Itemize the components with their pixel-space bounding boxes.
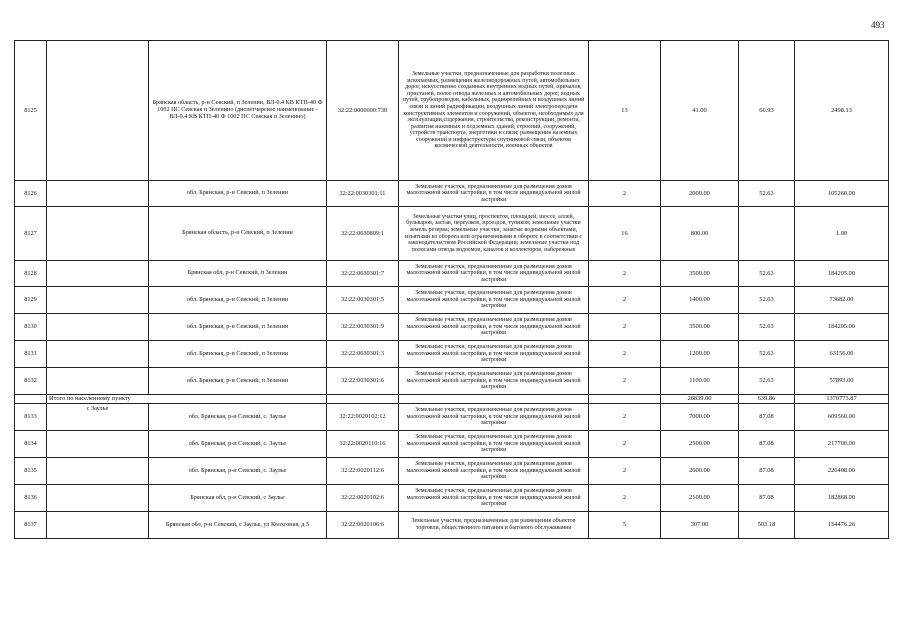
table-row [15,341,889,368]
settlement-name [47,41,149,181]
specific-value: 87.08 [739,404,795,431]
table-row [15,404,889,431]
cadastral-value: 184205.00 [795,261,889,287]
use-group: 16 [589,207,661,261]
location-address: обл. Брянская, р-н Севский, п Зеленин [149,181,327,207]
use-group: 2 [589,261,661,287]
cadastral-value: 182868.00 [795,485,889,512]
table-row [15,287,889,314]
use-group: 2 [589,341,661,368]
table-row [15,261,889,287]
settlement-name [47,261,149,287]
cadastral-number: 32:22:0030809:1 [327,207,399,261]
settlement-total-row [15,395,889,404]
area-value: 1400.00 [661,287,739,314]
area-value: 2000.00 [661,181,739,207]
cadastral-value: 226408.00 [795,458,889,485]
settlement-name [47,512,149,539]
use-group: 2 [589,287,661,314]
total-value: 1370773.87 [795,395,889,404]
area-value: 41.00 [661,41,739,181]
cadastral-number: 32:22:0030301:9 [327,314,399,341]
land-use-purpose: Земельные участки, предназначенные для размещения объектов торговли, общественного питания и бытового обслуживания [399,512,589,539]
settlement-name [47,207,149,261]
cadastral-number: 32:22:0030301:5 [327,287,399,314]
cadastral-value: 154476.26 [795,512,889,539]
settlement-name [47,431,149,458]
row-number: 8125 [15,41,47,181]
settlement-name [47,314,149,341]
cadastral-value: 184205.00 [795,314,889,341]
location-address: Брянская обл, р-н Севский, с Заулье, ул Колхозная, д 5 [149,512,327,539]
specific-value: 52.63 [739,368,795,395]
row-number: 8128 [15,261,47,287]
location-address: Брянская область, р-н Севский, п Зеленин [149,207,327,261]
land-use-purpose: Земельные участки, предназначенные для размещения домов малоэтажной жилой застройки, в том числе индивидуальной жилой застройки [399,404,589,431]
land-use-purpose: Земельные участки, предназначенные для разработки полезных ископаемых, размещения железнодорожных путей, автомобильных дорог, искусственно созданных внутренних водных путей, причалов, пристаней, полос отвода железных и автомобильных дорог, водных путей, трубопроводов, кабельных, радиорелейных и воздушных линий связи и линий радиофикации, воздушных линий электропередачи конструктивных элементов и сооружений, объектов, необходимых для эксплуатации,содержания, строительства, реконструкции, ремонта, развития наземных и подземных зданий, строений, сооружений, устройств транспорта, энергетики и связи; размещения наземных сооружений и инфраструктуры спутниковой связи, объектов космической деятельности, военных объектов [399,41,589,181]
specific-value: 52.63 [739,314,795,341]
specific-value: 503.18 [739,512,795,539]
row-number: 8129 [15,287,47,314]
table-row [15,485,889,512]
cadastral-number: 32:22:0020102:6 [327,485,399,512]
row-number: 8126 [15,181,47,207]
area-value: 2500.00 [661,431,739,458]
row-number: 8132 [15,368,47,395]
land-use-purpose: Земельные участки улиц, проспектов, площадей, шоссе, аллей, бульваров, застав, переулков, проездов, тупиков; земельные участки земель резерва; земельные участки, занятые водными объектами, изъятыми из оборота или ограниченными в обороте в соответствии с законодательством Российской Федерации; земельные участки под полосами отвода водоемов, каналов и коллекторов, набережные [399,207,589,261]
specific-value: 87.08 [739,458,795,485]
cadastral-value: 63156.00 [795,341,889,368]
land-use-purpose: Земельные участки, предназначенные для размещения домов малоэтажной жилой застройки, в том числе индивидуальной жилой застройки [399,485,589,512]
cadastral-value: 609560.00 [795,404,889,431]
cadastral-value: 217700.00 [795,431,889,458]
use-group: 2 [589,485,661,512]
use-group: 5 [589,512,661,539]
row-number [15,395,47,404]
settlement-name [47,458,149,485]
table-row [15,368,889,395]
location-address: обл. Брянская, р-н Севский, п Зеленин [149,287,327,314]
row-number: 8127 [15,207,47,261]
area-value: 3500.00 [661,314,739,341]
location-address: обл. Брянская, р-н Севский, п Зеленин [149,341,327,368]
location-address: обл. Брянская, р-н Севский, с. Заулье [149,431,327,458]
cadastral-number: 32:22:0030301:6 [327,368,399,395]
specific-value: 87.08 [739,431,795,458]
table-row [15,181,889,207]
specific-value [739,207,795,261]
land-use-purpose: Земельные участки, предназначенные для размещения домов малоэтажной жилой застройки, в том числе индивидуальной жилой застройки [399,341,589,368]
cadastral-number: 32:22:0000000:730 [327,41,399,181]
area-value: 7000.00 [661,404,739,431]
location-address: обл. Брянская, р-н Севский, п Зеленин [149,314,327,341]
settlement-name [47,341,149,368]
area-value: 800.00 [661,207,739,261]
row-number: 8135 [15,458,47,485]
cadastral-number: 32:22:0020110:16 [327,431,399,458]
use-group: 2 [589,368,661,395]
empty-cell [327,395,399,404]
use-group: 2 [589,404,661,431]
cadastral-number: 32:22:0030301:3 [327,341,399,368]
table-row [15,207,889,261]
settlement-name [47,485,149,512]
specific-value: 52.63 [739,341,795,368]
total-rate: 639.86 [739,395,795,404]
area-value: 2100.00 [661,485,739,512]
land-use-purpose: Земельные участки, предназначенные для размещения домов малоэтажной жилой застройки, в том числе индивидуальной жилой застройки [399,261,589,287]
use-group: 13 [589,41,661,181]
row-number: 8136 [15,485,47,512]
settlement-name: с Заулье [47,404,149,431]
specific-value: 52.63 [739,287,795,314]
page-number: 493 [871,20,885,30]
area-value: 2600.00 [661,458,739,485]
cadastral-number: 32:22:0020112:6 [327,458,399,485]
specific-value: 87.08 [739,485,795,512]
row-number: 8137 [15,512,47,539]
row-number: 8131 [15,341,47,368]
settlement-name [47,181,149,207]
settlement-name [47,368,149,395]
cadastral-value: 57893.00 [795,368,889,395]
location-address: обл. Брянская, р-н Севский, п Зеленин [149,368,327,395]
row-number: 8134 [15,431,47,458]
cadastral-value: 2498.13 [795,41,889,181]
area-value: 1200.00 [661,341,739,368]
land-use-purpose: Земельные участки, предназначенные для размещения домов малоэтажной жилой застройки, в том числе индивидуальной жилой застройки [399,181,589,207]
total-area: 26839.00 [661,395,739,404]
use-group: 2 [589,458,661,485]
use-group: 2 [589,431,661,458]
table-row [15,512,889,539]
location-address: обл. Брянская, р-н Севский, с. Заулье [149,458,327,485]
table-row [15,458,889,485]
table-row [15,314,889,341]
land-use-purpose: Земельные участки, предназначенные для размещения домов малоэтажной жилой застройки, в том числе индивидуальной жилой застройки [399,368,589,395]
table-row [15,41,889,181]
table-row [15,431,889,458]
area-value: 1100.00 [661,368,739,395]
total-label: Итого по населенному пункту [47,395,327,404]
location-address: обл. Брянская, р-н Севский, с. Заулье [149,404,327,431]
cadastral-value: 73682.00 [795,287,889,314]
cadastral-value: 1.00 [795,207,889,261]
specific-value: 60.93 [739,41,795,181]
land-use-purpose: Земельные участки, предназначенные для размещения домов малоэтажной жилой застройки, в том числе индивидуальной жилой застройки [399,314,589,341]
location-address: Брянская область, р-н Севский, п Зеленин, ВЛ-0.4 КВ КТП-40 Ф 1002 ПС Севская п Зеленино (диспетчерское наименование - ВЛ-0.4 КВ КТП-40 Ф 1002 ПС Севская п Зеленино) [149,41,327,181]
cadastral-value: 105260.00 [795,181,889,207]
settlement-name [47,287,149,314]
cadastral-number: 32:22:0030301:11 [327,181,399,207]
row-number: 8130 [15,314,47,341]
empty-cell [589,395,661,404]
specific-value: 52.63 [739,181,795,207]
area-value: 3500.00 [661,261,739,287]
cadastral-number: 32:22:0020106:6 [327,512,399,539]
empty-cell [399,395,589,404]
cadastral-number: 32:22:0030301:7 [327,261,399,287]
use-group: 2 [589,181,661,207]
land-use-purpose: Земельные участки, предназначенные для размещения домов малоэтажной жилой застройки, в том числе индивидуальной жилой застройки [399,287,589,314]
cadastral-number: 32:22:0020102:12 [327,404,399,431]
land-use-purpose: Земельные участки, предназначенные для размещения домов малоэтажной жилой застройки, в том числе индивидуальной жилой застройки [399,458,589,485]
row-number: 8133 [15,404,47,431]
area-value: 307.00 [661,512,739,539]
specific-value: 52.63 [739,261,795,287]
location-address: Брянская обл, р-н Севский, п Зеленин [149,261,327,287]
cadastral-value-table [14,40,889,539]
location-address: Брянская обл, р-н Севский, с Заулье [149,485,327,512]
land-use-purpose: Земельные участки, предназначенные для размещения домов малоэтажной жилой застройки, в том числе индивидуальной жилой застройки [399,431,589,458]
use-group: 2 [589,314,661,341]
